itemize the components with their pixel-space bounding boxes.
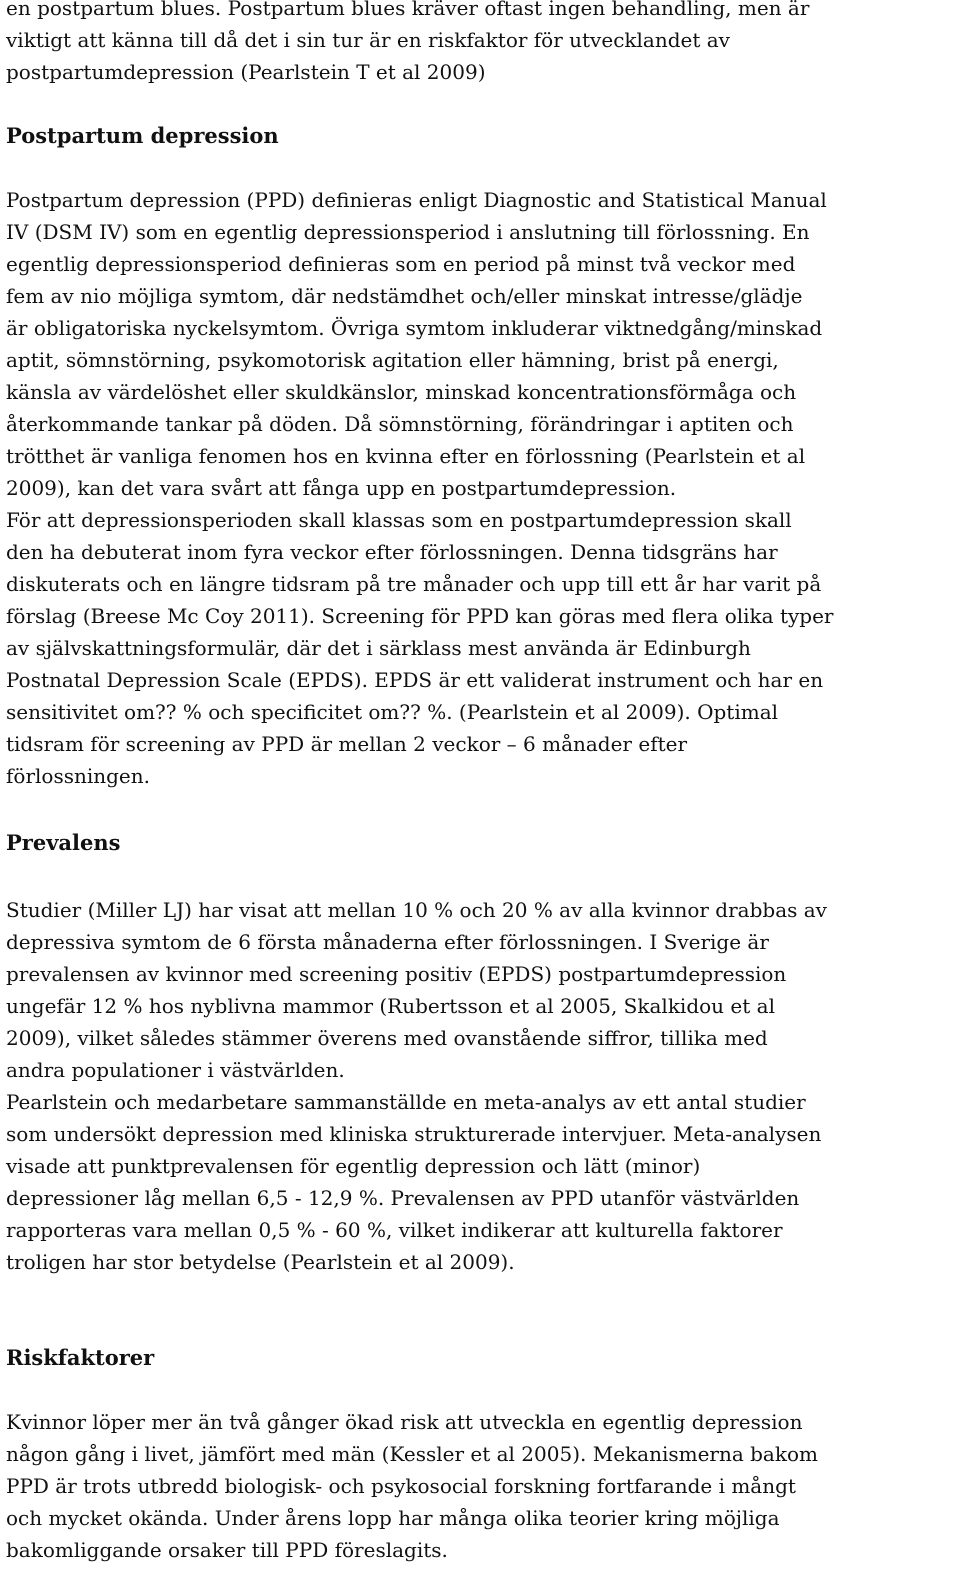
text-line: Studier (Miller LJ) har visat att mellan 10 % och 20 % av alla kvinnor drabbas av bbox=[6, 898, 827, 922]
text-line: en postpartum blues. Postpartum blues kräver oftast ingen behandling, men är bbox=[6, 0, 810, 20]
text-line: Postpartum depression (PPD) definieras enligt Diagnostic and Statistical Manual bbox=[6, 188, 827, 212]
text-line: 2009), kan det vara svårt att fånga upp en postpartumdepression. bbox=[6, 476, 677, 500]
text-line: IV (DSM IV) som en egentlig depressionsperiod i anslutning till förlossning. En bbox=[6, 220, 810, 244]
text-line: är obligatoriska nyckelsymtom. Övriga symtom inkluderar viktnedgång/minskad bbox=[6, 316, 823, 340]
section-heading: Riskfaktorer bbox=[6, 1345, 155, 1370]
text-line: För att depressionsperioden skall klassas som en postpartumdepression skall bbox=[6, 508, 792, 532]
text-line: återkommande tankar på döden. Då sömnstörning, förändringar i aptiten och bbox=[6, 412, 794, 436]
text-line: prevalensen av kvinnor med screening positiv (EPDS) postpartumdepression bbox=[6, 962, 787, 986]
text-line: sensitivitet om?? % och specificitet om?? %. (Pearlstein et al 2009). Optimal bbox=[6, 700, 779, 724]
riskfaktorer-paragraph bbox=[6, 1406, 954, 1566]
text-line: bakomliggande orsaker till PPD föreslagits. bbox=[6, 1538, 448, 1562]
text-line: Pearlstein och medarbetare sammanställde en meta-analys av ett antal studier bbox=[6, 1090, 806, 1114]
text-line: förslag (Breese Mc Coy 2011). Screening för PPD kan göras med flera olika typer bbox=[6, 604, 834, 628]
text-line: PPD är trots utbredd biologisk- och psykosocial forskning fortfarande i mångt bbox=[6, 1474, 796, 1498]
text-line: troligen har stor betydelse (Pearlstein et al 2009). bbox=[6, 1250, 515, 1274]
text-line: visade att punktprevalensen för egentlig depression och lätt (minor) bbox=[6, 1154, 701, 1178]
text-line: postpartumdepression (Pearlstein T et al 2009) bbox=[6, 60, 486, 84]
text-line: Postnatal Depression Scale (EPDS). EPDS är ett validerat instrument och har en bbox=[6, 668, 824, 692]
text-line: viktigt att känna till då det i sin tur är en riskfaktor för utvecklandet av bbox=[6, 28, 730, 52]
text-line: egentlig depressionsperiod definieras som en period på minst två veckor med bbox=[6, 252, 796, 276]
text-line: förlossningen. bbox=[6, 764, 151, 788]
section-heading: Postpartum depression bbox=[6, 123, 279, 148]
text-line: fem av nio möjliga symtom, där nedstämdhet och/eller minskat intresse/glädje bbox=[6, 284, 803, 308]
text-line: diskuterats och en längre tidsram på tre månader och upp till ett år har varit på bbox=[6, 572, 822, 596]
text-line: känsla av värdelöshet eller skuldkänslor, minskad koncentrationsförmåga och bbox=[6, 380, 797, 404]
text-line: aptit, sömnstörning, psykomotorisk agitation eller hämning, brist på energi, bbox=[6, 348, 779, 372]
intro-paragraph bbox=[6, 0, 954, 88]
text-line: trötthet är vanliga fenomen hos en kvinna efter en förlossning (Pearlstein et al bbox=[6, 444, 806, 468]
section-heading: Prevalens bbox=[6, 830, 121, 855]
text-line: av självskattningsformulär, där det i särklass mest använda är Edinburgh bbox=[6, 636, 751, 660]
text-line: depressiva symtom de 6 första månaderna efter förlossningen. I Sverige är bbox=[6, 930, 769, 954]
text-line: depressioner låg mellan 6,5 - 12,9 %. Prevalensen av PPD utanför västvärlden bbox=[6, 1186, 800, 1210]
text-line: Kvinnor löper mer än två gånger ökad risk att utveckla en egentlig depression bbox=[6, 1410, 803, 1434]
text-line: tidsram för screening av PPD är mellan 2 veckor – 6 månader efter bbox=[6, 732, 688, 756]
text-line: ungefär 12 % hos nyblivna mammor (Rubertsson et al 2005, Skalkidou et al bbox=[6, 994, 775, 1018]
text-line: som undersökt depression med kliniska strukturerade intervjuer. Meta-analysen bbox=[6, 1122, 822, 1146]
text-line: och mycket okända. Under årens lopp har många olika teorier kring möjliga bbox=[6, 1506, 780, 1530]
section-postpartum-depression bbox=[6, 120, 954, 152]
section-riskfaktorer bbox=[6, 1342, 954, 1374]
text-line: andra populationer i västvärlden. bbox=[6, 1058, 345, 1082]
text-line: någon gång i livet, jämfört med män (Kessler et al 2005). Mekanismerna bakom bbox=[6, 1442, 818, 1466]
text-line: den ha debuterat inom fyra veckor efter förlossningen. Denna tidsgräns har bbox=[6, 540, 778, 564]
text-line: rapporteras vara mellan 0,5 % - 60 %, vilket indikerar att kulturella faktorer bbox=[6, 1218, 783, 1242]
text-line: 2009), vilket således stämmer överens med ovanstående siffror, tillika med bbox=[6, 1026, 768, 1050]
ppd-paragraph bbox=[6, 184, 954, 792]
section-prevalens bbox=[6, 827, 954, 859]
prevalens-paragraph bbox=[6, 894, 954, 1278]
